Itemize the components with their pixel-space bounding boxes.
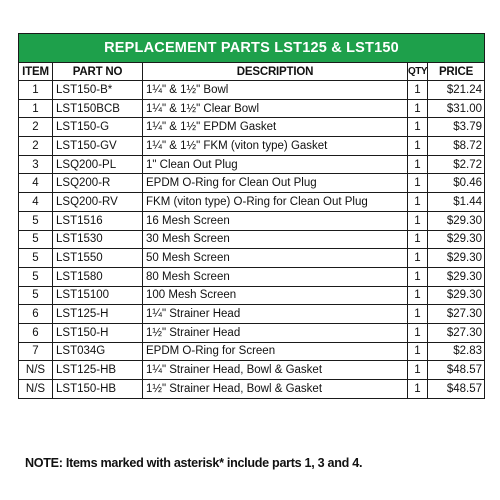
cell-description: 16 Mesh Screen xyxy=(143,211,408,230)
cell-qty: 1 xyxy=(408,174,428,193)
cell-part-no: LST1530 xyxy=(53,230,143,249)
table-row xyxy=(19,137,485,156)
table-row xyxy=(19,174,485,193)
cell-part-no: LSQ200-R xyxy=(53,174,143,193)
header-description: DESCRIPTION xyxy=(143,63,408,81)
cell-description: 1¼" & 1½" FKM (viton type) Gasket xyxy=(143,137,408,156)
table-row xyxy=(19,230,485,249)
cell-qty: 1 xyxy=(408,99,428,118)
cell-qty: 1 xyxy=(408,137,428,156)
cell-price: $48.57 xyxy=(428,361,485,380)
cell-description: 1½" Strainer Head xyxy=(143,323,408,342)
cell-item: 5 xyxy=(19,211,53,230)
cell-part-no: LST150-G xyxy=(53,118,143,137)
table-row xyxy=(19,361,485,380)
cell-part-no: LST15100 xyxy=(53,286,143,305)
cell-price: $27.30 xyxy=(428,323,485,342)
cell-item: N/S xyxy=(19,361,53,380)
table-row xyxy=(19,305,485,324)
header-part-no: PART NO xyxy=(53,63,143,81)
cell-qty: 1 xyxy=(408,118,428,137)
cell-description: EPDM O-Ring for Clean Out Plug xyxy=(143,174,408,193)
header-row xyxy=(19,63,485,81)
cell-item: 1 xyxy=(19,81,53,100)
parts-table-container xyxy=(18,33,484,399)
table-row xyxy=(19,118,485,137)
cell-description: EPDM O-Ring for Screen xyxy=(143,342,408,361)
cell-item: 2 xyxy=(19,118,53,137)
cell-price: $21.24 xyxy=(428,81,485,100)
cell-qty: 1 xyxy=(408,286,428,305)
cell-price: $48.57 xyxy=(428,380,485,399)
cell-description: 80 Mesh Screen xyxy=(143,267,408,286)
cell-description: 30 Mesh Screen xyxy=(143,230,408,249)
table-row xyxy=(19,380,485,399)
header-price: PRICE xyxy=(428,63,485,81)
cell-item: N/S xyxy=(19,380,53,399)
table-body xyxy=(19,81,485,399)
footnote: NOTE: Items marked with asterisk* include parts 1, 3 and 4. xyxy=(25,456,363,470)
cell-item: 6 xyxy=(19,323,53,342)
table-title-row xyxy=(19,34,485,63)
cell-price: $2.72 xyxy=(428,155,485,174)
cell-price: $3.79 xyxy=(428,118,485,137)
cell-qty: 1 xyxy=(408,230,428,249)
table-row xyxy=(19,342,485,361)
cell-price: $2.83 xyxy=(428,342,485,361)
table-row xyxy=(19,267,485,286)
cell-description: 1¼" & 1½" Clear Bowl xyxy=(143,99,408,118)
table-title: REPLACEMENT PARTS LST125 & LST150 xyxy=(19,34,485,63)
cell-price: $29.30 xyxy=(428,286,485,305)
cell-item: 1 xyxy=(19,99,53,118)
cell-part-no: LST1550 xyxy=(53,249,143,268)
cell-price: $29.30 xyxy=(428,267,485,286)
cell-qty: 1 xyxy=(408,267,428,286)
cell-price: $8.72 xyxy=(428,137,485,156)
cell-description: 1¼" & 1½" EPDM Gasket xyxy=(143,118,408,137)
table-row xyxy=(19,286,485,305)
table-row xyxy=(19,155,485,174)
cell-description: 1½" Strainer Head, Bowl & Gasket xyxy=(143,380,408,399)
cell-qty: 1 xyxy=(408,361,428,380)
cell-item: 5 xyxy=(19,267,53,286)
header-qty: QTY xyxy=(408,63,428,81)
table-row xyxy=(19,193,485,212)
cell-qty: 1 xyxy=(408,249,428,268)
table-row xyxy=(19,323,485,342)
cell-description: 1¼" Strainer Head, Bowl & Gasket xyxy=(143,361,408,380)
cell-price: $31.00 xyxy=(428,99,485,118)
cell-qty: 1 xyxy=(408,342,428,361)
cell-part-no: LST125-HB xyxy=(53,361,143,380)
cell-item: 5 xyxy=(19,249,53,268)
cell-description: 1" Clean Out Plug xyxy=(143,155,408,174)
parts-table xyxy=(18,33,485,399)
cell-qty: 1 xyxy=(408,211,428,230)
cell-item: 4 xyxy=(19,174,53,193)
cell-price: $27.30 xyxy=(428,305,485,324)
cell-price: $1.44 xyxy=(428,193,485,212)
cell-item: 7 xyxy=(19,342,53,361)
table-row xyxy=(19,249,485,268)
cell-description: 100 Mesh Screen xyxy=(143,286,408,305)
cell-qty: 1 xyxy=(408,155,428,174)
cell-qty: 1 xyxy=(408,193,428,212)
cell-price: $0.46 xyxy=(428,174,485,193)
cell-price: $29.30 xyxy=(428,211,485,230)
cell-part-no: LST1580 xyxy=(53,267,143,286)
table-row xyxy=(19,211,485,230)
cell-part-no: LST150BCB xyxy=(53,99,143,118)
cell-item: 2 xyxy=(19,137,53,156)
cell-part-no: LSQ200-RV xyxy=(53,193,143,212)
cell-qty: 1 xyxy=(408,305,428,324)
cell-item: 3 xyxy=(19,155,53,174)
cell-item: 5 xyxy=(19,286,53,305)
cell-part-no: LST150-H xyxy=(53,323,143,342)
cell-price: $29.30 xyxy=(428,249,485,268)
cell-item: 4 xyxy=(19,193,53,212)
table-row xyxy=(19,99,485,118)
cell-qty: 1 xyxy=(408,81,428,100)
cell-description: FKM (viton type) O-Ring for Clean Out Plug xyxy=(143,193,408,212)
cell-description: 1¼" Strainer Head xyxy=(143,305,408,324)
cell-description: 50 Mesh Screen xyxy=(143,249,408,268)
cell-part-no: LST1516 xyxy=(53,211,143,230)
cell-price: $29.30 xyxy=(428,230,485,249)
cell-part-no: LST150-HB xyxy=(53,380,143,399)
cell-part-no: LST150-B* xyxy=(53,81,143,100)
cell-part-no: LST150-GV xyxy=(53,137,143,156)
cell-part-no: LSQ200-PL xyxy=(53,155,143,174)
cell-item: 6 xyxy=(19,305,53,324)
cell-description: 1¼" & 1½" Bowl xyxy=(143,81,408,100)
header-item: ITEM xyxy=(19,63,53,81)
cell-part-no: LST125-H xyxy=(53,305,143,324)
cell-qty: 1 xyxy=(408,380,428,399)
cell-qty: 1 xyxy=(408,323,428,342)
cell-item: 5 xyxy=(19,230,53,249)
table-row xyxy=(19,81,485,100)
cell-part-no: LST034G xyxy=(53,342,143,361)
